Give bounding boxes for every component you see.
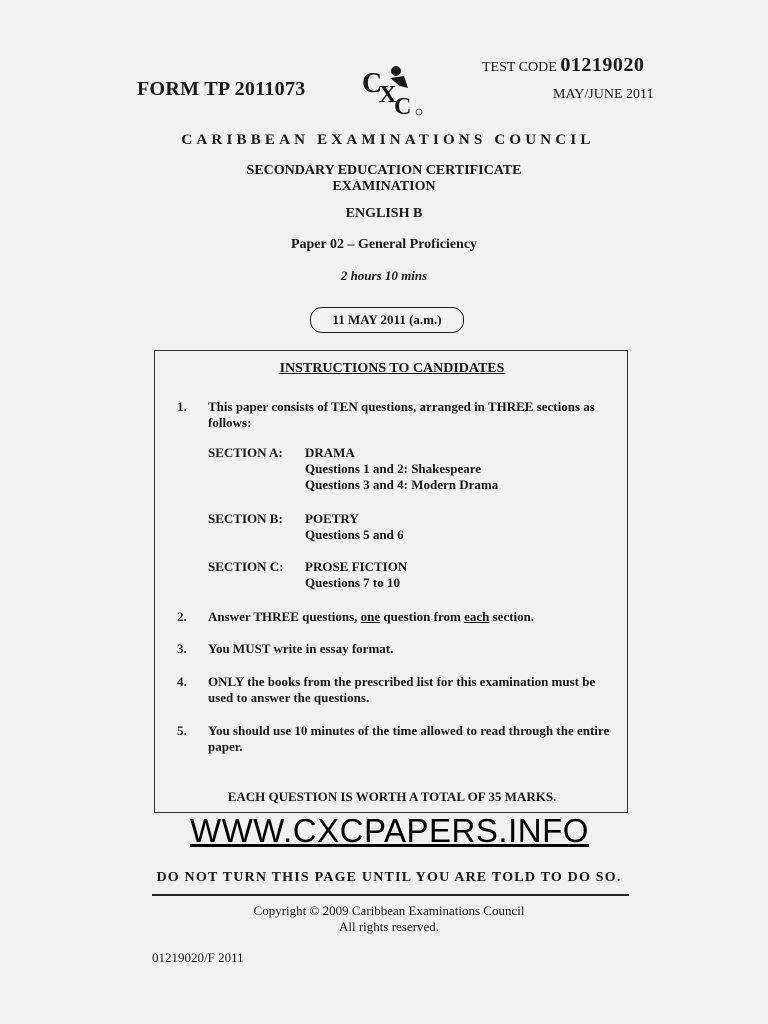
copyright-line-2: All rights reserved. (338, 919, 439, 934)
exam-duration: 2 hours 10 mins (340, 268, 428, 283)
section-line: Questions 1 and 2: Shakespeare (305, 461, 482, 476)
certificate-line-1: SECONDARY EDUCATION CERTIFICATE (246, 163, 522, 178)
watermark-link[interactable]: WWW.CXCPAPERS.INFO (190, 812, 589, 849)
instruction-number: 4. (177, 674, 187, 689)
instruction-number: 3. (177, 641, 187, 656)
certificate-title (0, 163, 768, 195)
section-label: SECTION A: (208, 445, 283, 460)
instruction-text: This paper consists of TEN questions, arranged in THREE sections as follows: (208, 399, 595, 430)
section-label: SECTION B: (208, 511, 283, 526)
test-code-label: TEST CODE (482, 60, 557, 75)
cxc-logo (360, 62, 424, 118)
instruction-text: Answer THREE questions, one question from each section. (208, 609, 535, 624)
copyright-line-1: Copyright © 2009 Caribbean Examinations Council (253, 903, 525, 918)
instruction-text: You should use 10 minutes of the time allowed to read through the entire paper. (208, 723, 610, 754)
footer-code: 01219020/F 2011 (152, 950, 244, 965)
section-content (305, 445, 498, 493)
exam-session: MAY/JUNE 2011 (553, 87, 654, 102)
subject-title: ENGLISH B (345, 206, 423, 221)
section-name: PROSE FICTION (305, 559, 408, 574)
divider (152, 894, 629, 896)
instruction-number: 5. (177, 723, 187, 738)
copyright-notice (0, 903, 768, 935)
council-name: CARIBBEAN EXAMINATIONS COUNCIL (181, 132, 595, 148)
do-not-turn-warning: DO NOT TURN THIS PAGE UNTIL YOU ARE TOLD TO DO SO. (156, 870, 622, 885)
section-name: DRAMA (305, 445, 355, 460)
instruction-text: You MUST write in essay format. (208, 641, 394, 656)
section-content (305, 511, 404, 543)
section-name: POETRY (305, 511, 359, 526)
test-code (482, 54, 644, 77)
instructions-heading: INSTRUCTIONS TO CANDIDATES (279, 361, 505, 376)
svg-text:C: C (362, 68, 383, 99)
instructions-box (154, 350, 628, 813)
svg-text:X: X (379, 82, 397, 108)
instruction-number: 2. (177, 609, 187, 624)
section-line: Questions 7 to 10 (305, 575, 400, 590)
section-content (305, 559, 407, 591)
instruction-number: 1. (177, 399, 187, 414)
svg-text:C: C (394, 94, 412, 118)
exam-date: 11 MAY 2011 (a.m.) (310, 307, 464, 333)
section-line: Questions 5 and 6 (305, 527, 404, 542)
form-number: FORM TP 2011073 (137, 78, 306, 100)
total-marks-note: EACH QUESTION IS WORTH A TOTAL OF 35 MARKS. (227, 789, 557, 804)
certificate-line-2: EXAMINATION (332, 179, 436, 194)
test-code-number: 01219020 (560, 54, 645, 76)
section-label: SECTION C: (208, 559, 284, 574)
section-line: Questions 3 and 4: Modern Drama (305, 477, 499, 492)
instruction-text: ONLY the books from the prescribed list for this examination must be used to answer the questions. (208, 674, 596, 705)
paper-title: Paper 02 – General Proficiency (290, 237, 478, 252)
